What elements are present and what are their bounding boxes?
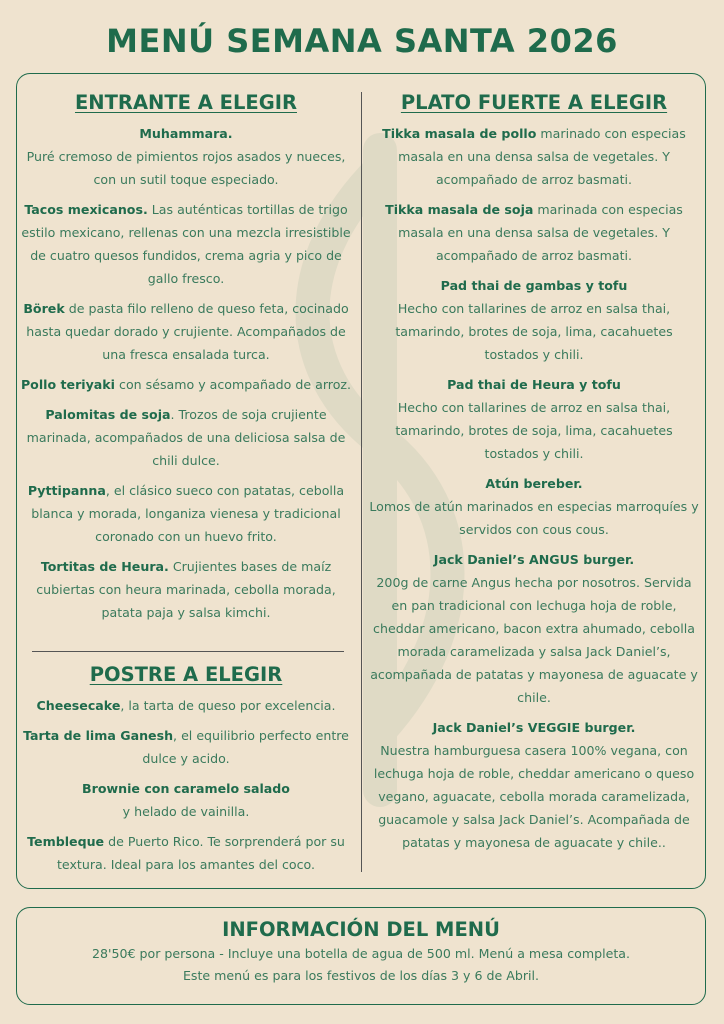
menu-item	[20, 479, 352, 548]
menu-item-name: Tembleque	[27, 834, 105, 849]
menu-item-name: Pyttipanna	[27, 483, 106, 498]
info-title: INFORMACIÓN DEL MENÚ	[222, 918, 500, 941]
menu-item-description: de Puerto Rico. Te sorprenderá por su textura. Ideal para los amantes del coco.	[56, 834, 345, 872]
menu-item-name: Pollo teriyaki	[20, 377, 115, 392]
menu-item-description: Las auténticas tortillas de trigo estilo mexicano, rellenas con una mezcla irresistible de cuatro quesos fundidos, crema agria y pico de gallo fresco.	[21, 202, 351, 286]
menu-item-description: el equilibrio perfecto entre dulce y acido.	[142, 728, 349, 766]
menu-item-separator: .	[170, 407, 179, 422]
column-divider	[361, 92, 362, 872]
postres-heading: POSTRE A ELEGIR	[89, 663, 283, 686]
menu-item	[368, 198, 700, 267]
menu-item-name: Atún bereber.	[485, 476, 583, 491]
menu-item-name: Palomitas de soja	[45, 407, 171, 422]
menu-item-name: Muhammara.	[139, 126, 233, 141]
menu-item	[20, 777, 352, 823]
menu-item-description: Puré cremoso de pimientos rojos asados y nueces, con un sutil toque especiado.	[26, 149, 346, 187]
menu-item-name: Pad thai de gambas y tofu	[440, 278, 628, 293]
menu-item-name: Brownie con caramelo salado	[82, 781, 290, 796]
menu-item	[20, 198, 352, 290]
menu-item-description: Crujientes bases de maíz cubiertas con heura marinada, cebolla morada, patata paja y salsa kimchi.	[36, 559, 336, 620]
menu-item	[368, 472, 700, 541]
menu-item-name: Tikka masala de soja	[385, 202, 534, 217]
menu-item-description: el clásico sueco con patatas, cebolla blanca y morada, longaniza vienesa y tradicional coronado con un huevo frito.	[31, 483, 345, 544]
menu-item-name: Jack Daniel’s VEGGIE burger.	[432, 720, 636, 735]
menu-item-description: con sésamo y acompañado de arroz.	[119, 377, 352, 392]
postres-list	[20, 694, 352, 876]
menu-item-description: Hecho con tallarines de arroz en salsa thai, tamarindo, brotes de soja, lima, cacahuetes tostados y chili.	[395, 400, 673, 461]
menu-item	[368, 373, 700, 465]
menu-item-description: Nuestra hamburguesa casera 100% vegana, con lechuga hoja de roble, cheddar americano o queso vegano, aguacate, cebolla morada caramelizada, guacamole y salsa Jack Daniel’s. Acompañada de patatas y mayonesa de aguacate y chile..	[373, 743, 695, 850]
menu-title: MENÚ SEMANA SANTA 2026	[106, 22, 618, 60]
menu-item-description: 200g de carne Angus hecha por nosotros. Servida en pan tradicional con lechuga hoja de roble, cheddar americano, bacon extra ahumado, cebolla morada caramelizada y salsa Jack Daniel’s, acompañada de patatas y mayonesa de aguacate y chile.	[370, 575, 698, 705]
entrantes-list	[20, 122, 352, 624]
principales-list	[368, 122, 700, 854]
menu-item-name: Pad thai de Heura y tofu	[447, 377, 621, 392]
menu-item-name: Cheesecake	[36, 698, 121, 713]
menu-item-description: Lomos de atún marinados en especias marroquíes y servidos con cous cous.	[369, 499, 699, 537]
menu-item	[368, 716, 700, 854]
menu-item	[20, 373, 352, 396]
menu-item	[368, 274, 700, 366]
menu-item	[20, 830, 352, 876]
menu-item	[20, 297, 352, 366]
menu-item-separator: ,	[173, 728, 182, 743]
menu-item	[368, 548, 700, 709]
menu-item-name: Tortitas de Heura.	[40, 559, 169, 574]
info-dates-line: Este menú es para los festivos de los días 3 y 6 de Abril.	[182, 968, 540, 983]
menu-item	[20, 403, 352, 472]
menu-item-description: de pasta filo relleno de queso feta, cocinado hasta quedar dorado y crujiente. Acompañados de una fresca ensalada turca.	[26, 301, 349, 362]
postres-section	[20, 660, 352, 883]
menu-item	[20, 555, 352, 624]
menu-item-name: Börek	[23, 301, 65, 316]
section-divider	[32, 651, 344, 652]
info-price-line: 28'50€ por persona - Incluye una botella de agua de 500 ml. Menú a mesa completa.	[91, 946, 631, 961]
menu-item	[368, 122, 700, 191]
entrantes-section	[20, 88, 352, 631]
menu-item-description: y helado de vainilla.	[122, 804, 250, 819]
menu-item	[20, 122, 352, 191]
info-panel	[16, 907, 706, 1005]
menu-item	[20, 724, 352, 770]
menu-item-description: Hecho con tallarines de arroz en salsa thai, tamarindo, brotes de soja, lima, cacahuetes tostados y chili.	[395, 301, 673, 362]
principales-section	[368, 88, 700, 861]
menu-item-name: Tarta de lima Ganesh	[23, 728, 174, 743]
principales-heading: PLATO FUERTE A ELEGIR	[400, 91, 668, 114]
menu-item-description: Trozos de soja crujiente marinada, acompañados de una deliciosa salsa de chili dulce.	[26, 407, 346, 468]
menu-item-separator: ,	[105, 483, 114, 498]
menu-item-separator: ,	[120, 698, 129, 713]
menu-item-description: la tarta de queso por excelencia.	[128, 698, 336, 713]
menu-item-description: marinada con especias masala en una densa salsa de vegetales. Y acompañado de arroz basmati.	[398, 202, 683, 263]
menu-item-name: Tacos mexicanos.	[24, 202, 148, 217]
menu-item	[20, 694, 352, 717]
entrantes-heading: ENTRANTE A ELEGIR	[74, 91, 297, 114]
menu-item-name: Jack Daniel’s ANGUS burger.	[433, 552, 635, 567]
menu-item-name: Tikka masala de pollo	[382, 126, 537, 141]
menu-item-description: marinado con especias masala en una densa salsa de vegetales. Y acompañado de arroz basmati.	[398, 126, 686, 187]
